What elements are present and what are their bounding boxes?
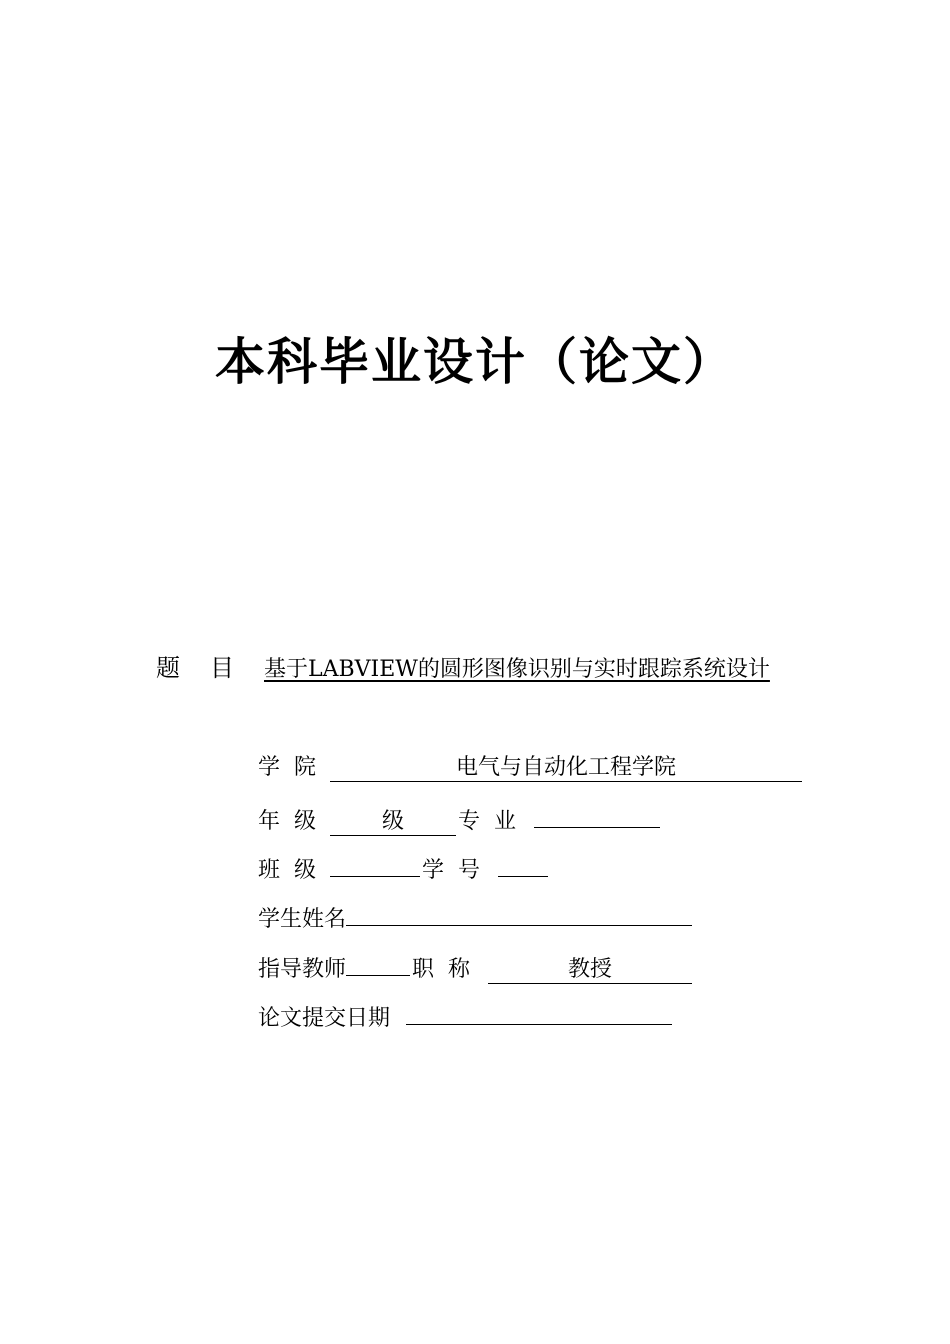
advisor-label: 指导教师 xyxy=(258,957,347,982)
title-value: 教授 xyxy=(488,957,692,984)
submit-date-row xyxy=(258,998,672,1035)
class-value xyxy=(330,850,420,877)
major-value xyxy=(534,801,660,828)
grade-label: 年级 xyxy=(258,809,331,834)
topic-value: 基于LABVIEW的圆形图像识别与实时跟踪系统设计 xyxy=(264,657,770,682)
topic-row xyxy=(156,650,770,688)
topic-label: 题目 xyxy=(156,654,264,682)
document-title: 本科毕业设计（论文） xyxy=(215,333,735,391)
student-id-value xyxy=(498,850,548,877)
student-name-label: 学生姓名 xyxy=(258,907,347,932)
class-id-row xyxy=(258,850,548,887)
grade-value: 级 xyxy=(330,809,456,836)
student-name-value xyxy=(346,899,692,926)
submit-date-value xyxy=(406,998,672,1025)
college-label: 学院 xyxy=(258,755,331,780)
student-name-row xyxy=(258,899,692,936)
advisor-value xyxy=(346,949,410,976)
title-label: 职称 xyxy=(412,957,485,982)
major-label: 专业 xyxy=(458,809,531,834)
grade-major-row xyxy=(258,801,660,838)
student-id-label: 学号 xyxy=(422,858,495,883)
college-row xyxy=(258,752,802,784)
submit-date-label: 论文提交日期 xyxy=(258,1006,391,1031)
advisor-row xyxy=(258,949,692,986)
college-value: 电气与自动化工程学院 xyxy=(330,755,802,782)
class-label: 班级 xyxy=(258,858,331,883)
